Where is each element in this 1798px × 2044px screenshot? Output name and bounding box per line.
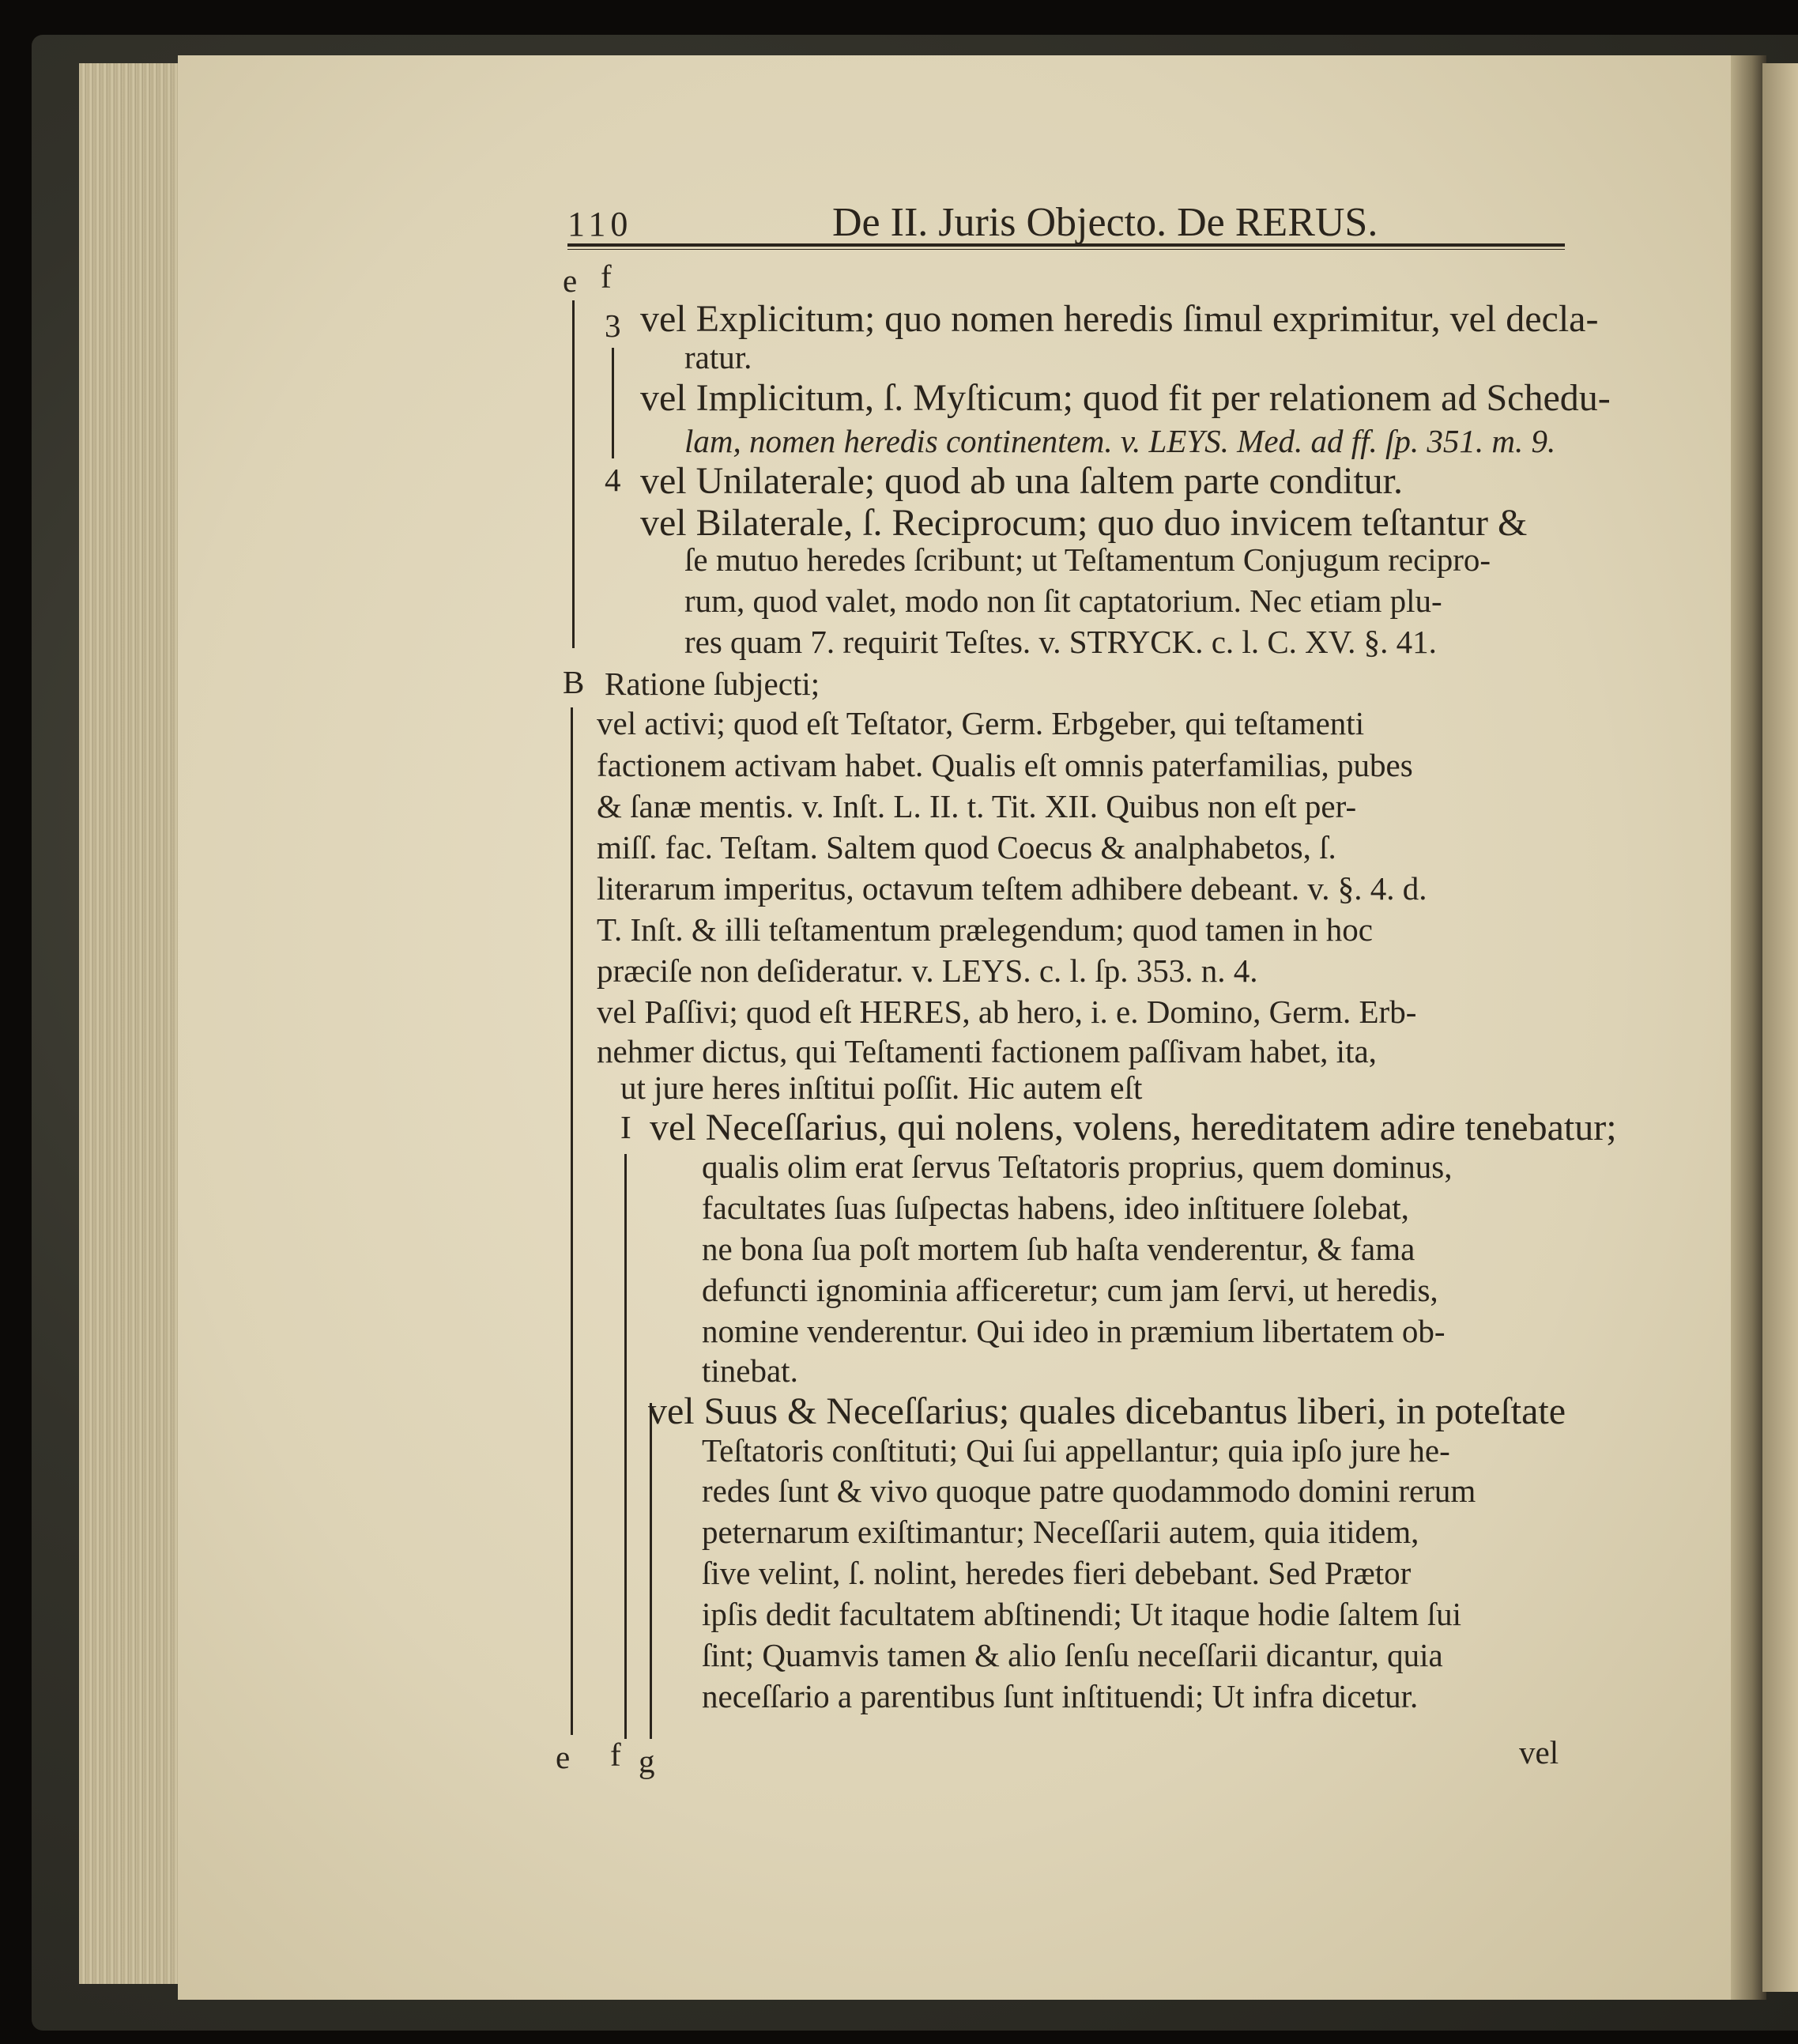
text-line: vel Explicitum; quo nomen heredis ſimul exprimitur, vel decla- [640,298,1599,340]
text-line: qualis olim erat ſervus Teſtatoris proprius, quem dominus, [702,1148,1453,1185]
text-line: peternarum exiſtimantur; Neceſſarii autem, quia itidem, [702,1514,1419,1550]
text-line: vel Implicitum, ſ. Myſticum; quod fit per relationem ad Schedu- [640,377,1611,419]
text-line: vel Suus & Neceſſarius; quales dicebantus liberi, in poteſtate [648,1390,1566,1432]
text-line: T. Inſt. & illi teſtamentum prælegendum; quod tamen in hoc [597,911,1373,948]
text-line: vel Neceſſarius, qui nolens, volens, hereditatem adire tenebatur; [650,1107,1617,1148]
text-line: præciſe non deſideratur. v. LEYS. c. l. ſp. 353. n. 4. [597,952,1258,989]
outline-mark-4: 4 [605,462,621,498]
text-line: nehmer dictus, qui Teſtamenti factionem paſſivam habet, ita, [597,1033,1377,1069]
running-title: De II. Juris Objecto. De RERUS. [832,200,1378,245]
outline-mark-B: B [563,664,585,700]
facing-page-edge [1762,63,1798,1992]
text-line: ipſis dedit facultatem abſtinendi; Ut itaque hodie ſaltem ſui [702,1596,1461,1632]
text-line: ſint; Quamvis tamen & alio ſenſu neceſſarii dicantur, quia [702,1637,1443,1673]
text-line: miſſ. fac. Teſtam. Saltem quod Coecus & analphabetos, ſ. [597,829,1336,865]
page-edges [79,63,190,1984]
text-line: rum, quod valet, modo non ſit captatorium. Nec etiam plu- [684,583,1442,619]
text-line: lam, nomen heredis continentem. v. LEYS. Med. ad ff. ſp. 351. m. 9. [684,423,1556,459]
outline-mark-e: e [563,262,578,299]
text-line: Ratione ſubjecti; [605,666,820,702]
text-line: vel activi; quod eſt Teſtator, Germ. Erbgeber, qui teſtamenti [597,705,1365,741]
text-line: & ſanæ mentis. v. Inſt. L. II. t. Tit. XII. Quibus non eſt per- [597,788,1357,824]
text-line: ſe mutuo heredes ſcribunt; ut Teſtamentum Conjugum recipro- [684,541,1491,578]
outline-bar-I [624,1154,627,1739]
text-line: defuncti ignominia afficeretur; cum jam ſervi, ut heredis, [702,1272,1438,1308]
page-gutter [1731,55,1766,2000]
text-line: vel Unilaterale; quod ab una ſaltem parte conditur. [640,460,1403,502]
outline-bar-suus [650,1403,652,1739]
catchword: vel [1519,1734,1559,1771]
outline-bar-e [572,300,575,648]
text-line: vel Paſſivi; quod eſt HERES, ab hero, i. e. Domino, Germ. Erb- [597,994,1417,1030]
text-line: neceſſario a parentibus ſunt inſtituendi; Ut infra dicetur. [702,1678,1419,1714]
text-line: redes ſunt & vivo quoque patre quodammodo domini rerum [702,1473,1476,1509]
text-line: facultates ſuas ſuſpectas habens, ideo inſtituere ſolebat, [702,1190,1409,1226]
text-line: ſive velint, ſ. nolint, heredes fieri debebant. Sed Prætor [702,1555,1412,1591]
page-number: 110 [567,205,633,243]
outline-bar-3 [612,348,614,458]
outline-mark-g-bottom: g [639,1743,655,1779]
outline-mark-3: 3 [605,307,621,344]
text-line: res quam 7. requirit Teſtes. v. STRYCK. c. l. C. XV. §. 41. [684,624,1437,660]
outline-mark-e-bottom: e [556,1739,571,1775]
text-line: vel Bilaterale, ſ. Reciprocum; quo duo invicem teſtantur & [640,502,1528,544]
text-line: tinebat. [702,1352,798,1389]
text-line: nomine venderentur. Qui ideo in præmium libertatem ob- [702,1313,1446,1349]
text-line: ratur. [684,339,752,375]
outline-mark-f: f [601,258,612,295]
header-rule [567,243,1565,250]
text-line: Teſtatoris conſtituti; Qui ſui appellantur; quia ipſo jure he- [702,1432,1450,1469]
text-line: literarum imperitus, octavum teſtem adhibere debeant. v. §. 4. d. [597,870,1427,907]
text-line: factionem activam habet. Qualis eſt omnis paterfamilias, pubes [597,747,1413,783]
outline-mark-I: I [620,1109,631,1145]
outline-mark-f-bottom: f [610,1737,621,1773]
text-line: ut jure heres inſtitui poſſit. Hic autem eſt [620,1069,1143,1106]
outline-bar-B [571,707,573,1735]
text-line: ne bona ſua poſt mortem ſub haſta venderentur, & fama [702,1231,1415,1267]
